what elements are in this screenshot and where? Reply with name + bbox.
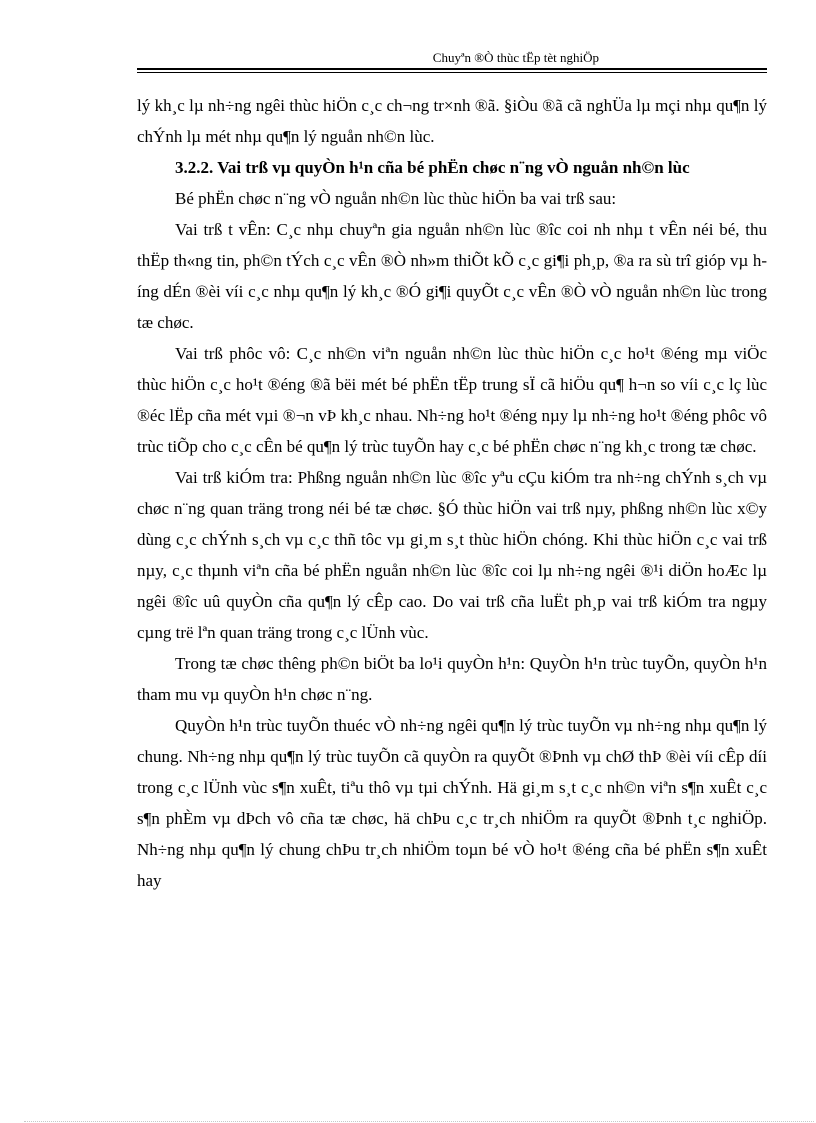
paragraph-control-role: Vai trß kiÓm tra: Phßng nguån nh©n lùc ®îc yªu cÇu kiÓm tra nh÷ng chÝnh s¸ch vµ chøc n¨ng quan träng trong néi bé tæ chøc. §Ó thùc hiÖn vai trß nµy, phßng nh©n lùc x©y dùng c¸c chÝnh s¸ch vµ c¸c thñ tôc vµ gi¸m s¸t thùc hiÖn chóng. Khi thùc hiÖn c¸c vai trß nµy, c¸c thµnh viªn cña bé phËn nguån nh©n lùc ®îc coi lµ nh÷ng ngêi ®¹i diÖn hoÆc lµ ngêi ®îc uû quyÒn cña qu¶n lý cÊp cao. Do vai trß cña luËt ph¸p vai trß kiÓm tra ngµy cµng trë lªn quan träng trong c¸c lÜnh vùc. xyxy=(137,468,767,642)
paragraph-intro: Bé phËn chøc n¨ng vÒ nguån nh©n lùc thùc hiÖn ba vai trß sau: xyxy=(175,189,617,208)
paragraph-continuation: lý kh¸c lµ nh÷ng ngêi thùc hiÖn c¸c ch¬ng tr×nh ®ã. §iÒu ®ã cã nghÜa lµ mçi nhµ qu¶n lý chÝnh lµ mét nhµ qu¶n lý nguån nh©n lùc. xyxy=(137,96,767,146)
paragraph-advisory-role: Vai trß t vÊn: C¸c nhµ chuyªn gia nguån nh©n lùc ®îc coi nh nhµ t vÊn néi bé, thu thËp th«ng tin, ph©n tÝch c¸c vÊn ®Ò nh»m thiÕt kÕ c¸c gi¶i ph¸p, ®a ra sù trî gióp vµ híng dÉn ®èi víi c¸c nhµ qu¶n lý kh¸c ®Ó gi¶i quyÕt c¸c vÊn ®Ò vÒ nguån nh©n lùc trong tæ chøc. xyxy=(137,220,767,332)
page-header xyxy=(137,50,767,72)
paragraph-authority-types: Trong tæ chøc thêng ph©n biÖt ba lo¹i quyÒn h¹n: QuyÒn h¹n trùc tuyÕn, quyÒn h¹n tham mu vµ quyÒn h¹n chøc n¨ng. xyxy=(137,654,767,704)
header-title: Chuyªn ®Ò thùc tËp tèt nghiÖp xyxy=(432,50,599,65)
document-body xyxy=(137,90,767,896)
section-heading: 3.2.2. Vai trß vµ quyÒn h¹n cña bé phËn chøc n¨ng vÒ nguån nh©n lùc xyxy=(175,158,690,177)
page-bottom-divider xyxy=(24,1121,814,1122)
paragraph-line-authority: QuyÒn h¹n trùc tuyÕn thuéc vÒ nh÷ng ngêi qu¶n lý trùc tuyÕn vµ nh÷ng nhµ qu¶n lý chung. Nh÷ng nhµ qu¶n lý trùc tuyÕn cã quyÒn ra quyÕt ®Þnh vµ chØ thÞ ®èi víi cÊp díi trong c¸c lÜnh vùc s¶n xuÊt, tiªu thô vµ tµi chÝnh. Hä gi¸m s¸t c¸c nh©n viªn s¶n xuÊt c¸c s¶n phÈm vµ dÞch vô cña tæ chøc, hä chÞu c¸c tr¸ch nhiÖm ra quyÕt ®Þnh t¸c nghiÖp. Nh÷ng nhµ qu¶n lý chung chÞu tr¸ch nhiÖm toµn bé vÒ ho¹t ®éng cña bé phËn s¶n xuÊt hay xyxy=(137,716,767,890)
header-rule-thick xyxy=(137,68,767,70)
header-rule-thin xyxy=(137,72,767,73)
paragraph-service-role: Vai trß phôc vô: C¸c nh©n viªn nguån nh©n lùc thùc hiÖn c¸c ho¹t ®éng mµ viÖc thùc hiÖn c¸c ho¹t ®éng ®ã bëi mét bé phËn tËp trung sÏ cã hiÖu qu¶ h¬n so víi c¸c lç lùc ®éc lËp cña mét vµi ®¬n vÞ kh¸c nhau. Nh÷ng ho¹t ®éng nµy lµ nh÷ng ho¹t ®éng phôc vô trùc tiÕp cho c¸c cÊn bé qu¶n lý trùc tuyÕn hay c¸c bé phËn chøc n¨ng kh¸c trong tæ chøc. xyxy=(137,344,767,456)
